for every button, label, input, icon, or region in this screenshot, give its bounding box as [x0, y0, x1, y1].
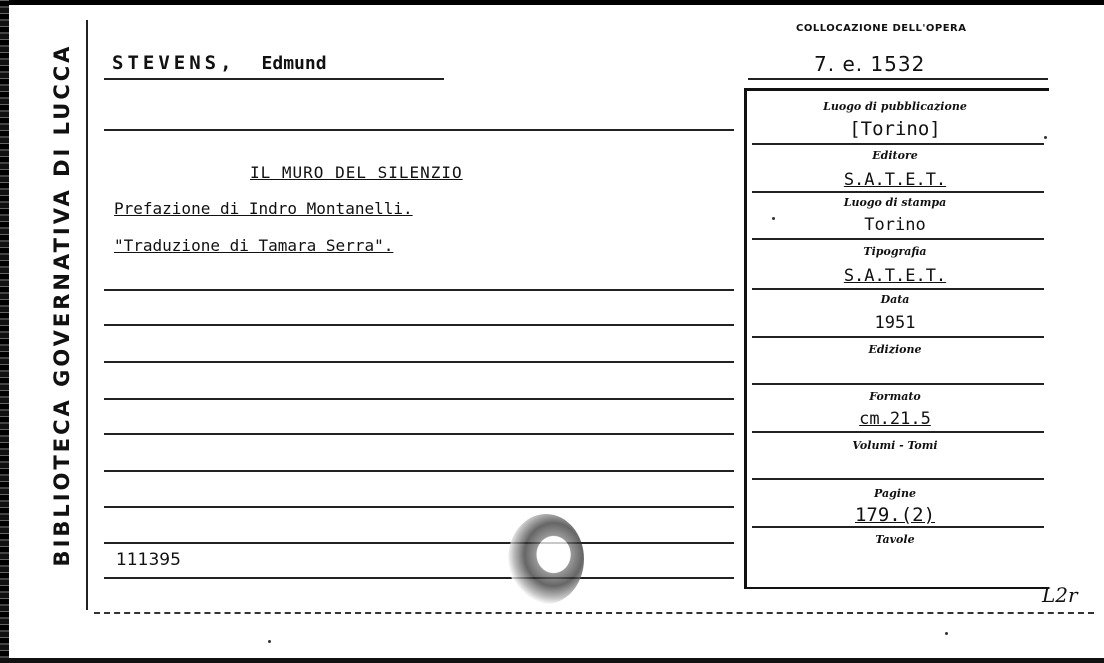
volumi-label: Volumi - Tomi	[852, 439, 938, 452]
corner-mark: L2r	[1042, 583, 1078, 607]
details-rule	[752, 336, 1044, 338]
details-rule	[752, 478, 1044, 480]
ink-speck	[1044, 136, 1047, 139]
tipografia-label: Tipografia	[863, 245, 927, 258]
margin-rule	[86, 20, 88, 610]
ink-speck	[772, 217, 775, 220]
author-surname: STEVENS,	[112, 52, 236, 74]
translation-note: "Traduzione di Tamara Serra".	[114, 236, 394, 255]
details-rule	[752, 238, 1044, 240]
card-top-border	[0, 0, 1104, 5]
ruled-line	[104, 398, 734, 400]
book-title: IL MURO DEL SILENZIO	[250, 163, 463, 182]
formato-value: cm.21.5	[859, 409, 931, 429]
luogo-stampa-value: Torino	[864, 215, 926, 235]
details-rule	[752, 526, 1044, 528]
details-rule	[752, 431, 1044, 433]
ink-speck	[268, 640, 271, 643]
dashed-rule	[94, 612, 1094, 614]
collocation-header: COLLOCAZIONE DELL'OPERA	[796, 23, 967, 34]
ruled-line	[104, 433, 734, 435]
ruled-line	[104, 78, 444, 80]
shelfmark: 7. e. 1532	[814, 52, 926, 76]
ink-stamp	[508, 514, 584, 604]
card-scan-edge	[0, 0, 9, 663]
tipografia-value: S.A.T.E.T.	[843, 266, 947, 286]
details-rule	[752, 383, 1044, 385]
author-given-name: Edmund	[261, 53, 327, 74]
editore-label: Editore	[872, 149, 918, 162]
ruled-line	[104, 361, 734, 363]
author-line	[112, 52, 327, 74]
edizione-label: Edizione	[868, 343, 922, 356]
pagine-label: Pagine	[874, 487, 916, 500]
inventory-number: 111395	[116, 550, 181, 570]
preface-note: Prefazione di Indro Montanelli.	[114, 199, 413, 218]
ruled-line	[104, 129, 734, 131]
pagine-value: 179.(2)	[854, 504, 936, 526]
details-rule	[752, 191, 1044, 193]
ink-speck	[945, 632, 948, 635]
ruled-line	[104, 542, 734, 544]
tavole-label: Tavole	[875, 533, 915, 546]
library-name: BIBLIOTECA GOVERNATIVA DI LUCCA	[50, 43, 74, 567]
ruled-line	[104, 506, 734, 508]
details-rule	[752, 143, 1044, 145]
shelfmark-rule	[748, 78, 1048, 80]
data-label: Data	[880, 293, 910, 306]
luogo-pubblicazione-label: Luogo di pubblicazione	[823, 100, 967, 113]
ruled-line	[104, 289, 734, 291]
luogo-stampa-label: Luogo di stampa	[843, 196, 947, 209]
details-rule	[752, 288, 1044, 290]
ruled-line	[104, 470, 734, 472]
data-value: 1951	[874, 313, 916, 333]
formato-label: Formato	[869, 390, 921, 403]
editore-value: S.A.T.E.T.	[843, 170, 947, 190]
luogo-pubblicazione-value: [Torino]	[849, 118, 941, 140]
ruled-line	[104, 577, 734, 579]
card-bottom-border	[0, 658, 1104, 663]
ruled-line	[104, 324, 734, 326]
